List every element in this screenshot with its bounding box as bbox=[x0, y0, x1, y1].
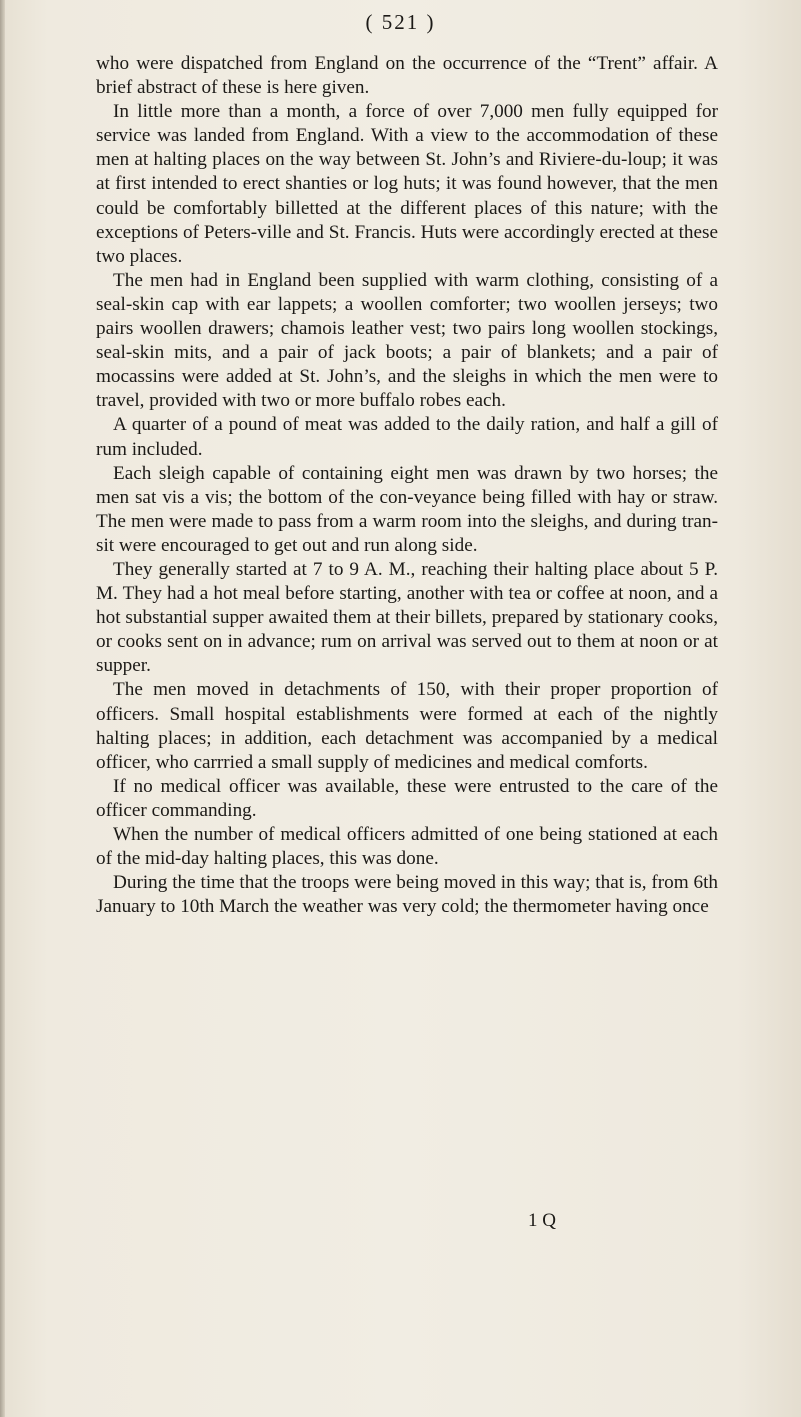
paragraph-continuation: who were dispatched from England on the occurrence of the “Trent” affair. A brief abstract of these is here given. bbox=[96, 53, 718, 99]
page-spine-shadow bbox=[0, 0, 5, 1417]
paragraph-weather: During the time that the troops were being moved in this way; that is, from 6th January to 10th March the weather was very cold; the thermometer having once bbox=[96, 872, 718, 918]
paragraph-schedule: They generally started at 7 to 9 A. M., reaching their halting place about 5 P. M. They had a hot meal before starting, another with tea or coffee at noon, and a hot substantial supper awaited them at their billets, prepared by stationary cooks, or cooks sent on in advance; rum on arrival was served out to them at noon or at supper. bbox=[96, 558, 718, 677]
paragraph-mid-day-officers: When the number of medical officers admitted of one being stationed at each of the mid-day halting places, this was done. bbox=[96, 824, 718, 870]
paragraph-ration: A quarter of a pound of meat was added to the daily ration, and half a gill of rum included. bbox=[96, 414, 718, 460]
paragraph-no-medical-officer: If no medical officer was available, these were entrusted to the care of the officer commanding. bbox=[96, 775, 718, 821]
paragraph-clothing: The men had in England been supplied with warm clothing, consisting of a seal-skin cap with ear lappets; a woollen comforter; two woollen jerseys; two pairs woollen drawers; chamois leather vest; two pairs long woollen stockings, seal-skin mits, and a pair of jack boots; a pair of blankets; and a pair of mocassins were added at St. John’s, and the sleighs in which the men were to travel, provided with two or more buffalo robes each. bbox=[96, 269, 718, 412]
paragraph-force-landed: In little more than a month, a force of over 7,000 men fully equipped for service was landed from England. With a view to the accommodation of these men at halting places on the way between St. John’s and Riviere-du-loup; it was at first intended to erect shanties or log huts; it was found however, that the men could be comfortably billetted at the different places of this nature; with the exceptions of Peters-ville and St. Francis. Huts were accordingly erected at these two places. bbox=[96, 101, 718, 267]
page-number-header: ( 521 ) bbox=[365, 10, 436, 34]
paragraph-sleighs: Each sleigh capable of containing eight men was drawn by two horses; the men sat vis a vis; the bottom of the con-veyance being filled with hay or straw. The men were made to pass from a warm room into the sleighs, and during tran-sit were encouraged to get out and run along side. bbox=[96, 462, 718, 556]
signature-mark: 1 Q bbox=[528, 1210, 556, 1231]
body-text bbox=[96, 52, 718, 919]
paragraph-detachments: The men moved in detachments of 150, with their proper proportion of officers. Small hospital establishments were formed at each of the nightly halting places; in addition, each detachment was accompanied by a medical officer, who carrried a small supply of medicines and medical comforts. bbox=[96, 679, 718, 773]
